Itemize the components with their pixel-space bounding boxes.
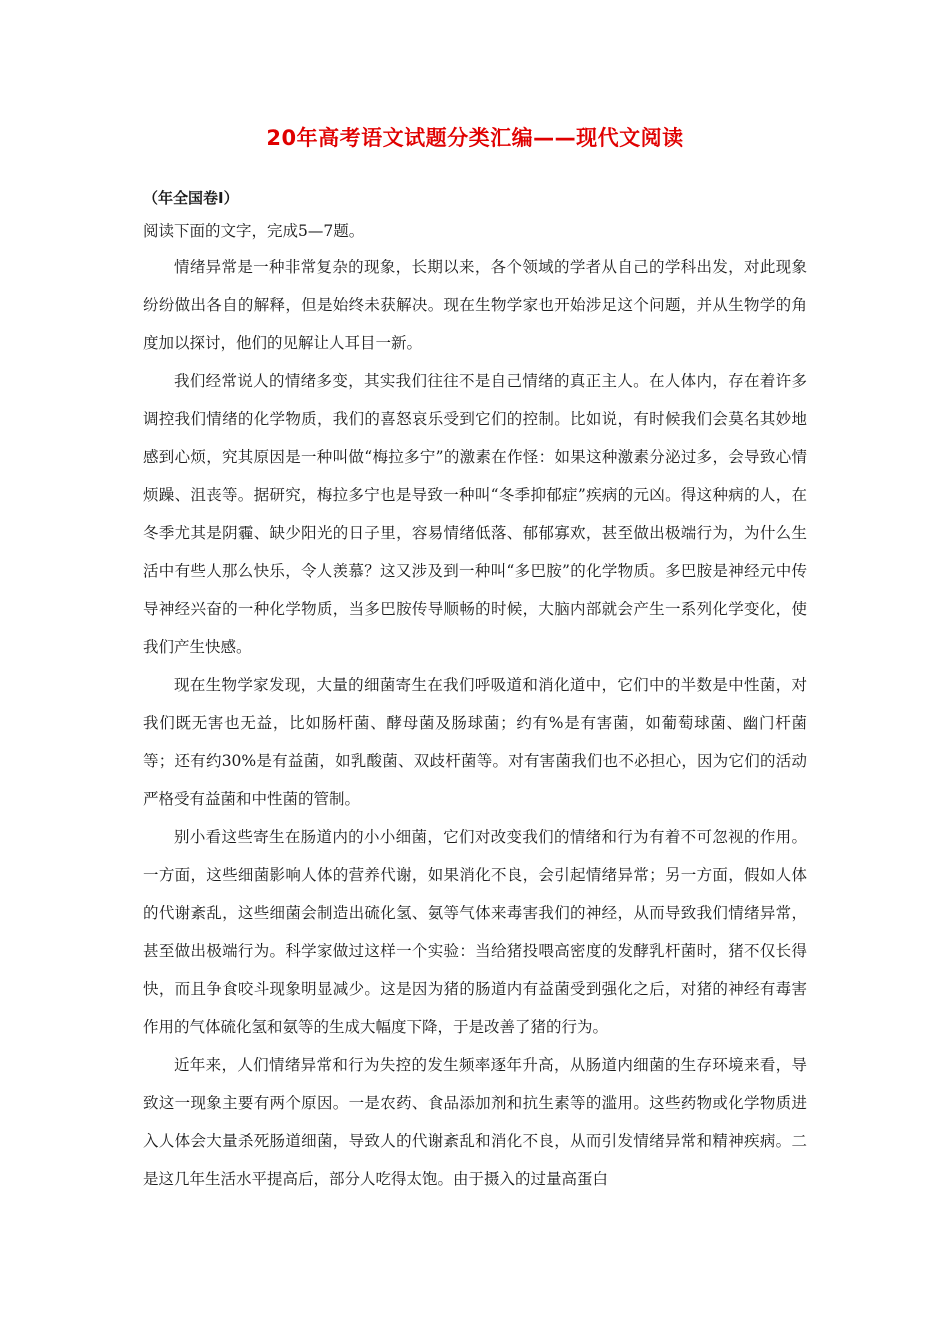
- document-body: [143, 181, 807, 1198]
- paragraph-4: 别小看这些寄生在肠道内的小小细菌，它们对改变我们的情绪和行为有着不可忽视的作用。一方面，这些细菌影响人体的营养代谢，如果消化不良，会引起情绪异常；另一方面，假如人体的代谢紊乱，这些细菌会制造出硫化氢、氨等气体来毒害我们的神经，从而导致我们情绪异常，甚至做出极端行为。科学家做过这样一个实验：当给猪投喂高密度的发酵乳杆菌时，猪不仅长得快，而且争食咬斗现象明显减少。这是因为猪的肠道内有益菌受到强化之后，对猪的神经有毒害作用的气体硫化氢和氨等的生成大幅度下降，于是改善了猪的行为。: [143, 828, 807, 1036]
- paragraph-1: 情绪异常是一种非常复杂的现象，长期以来，各个领域的学者从自己的学科出发，对此现象纷纷做出各自的解释，但是始终未获解决。现在生物学家也开始涉足这个问题，并从生物学的角度加以探讨，他们的见解让人耳目一新。: [143, 258, 807, 352]
- paragraph-3: 现在生物学家发现，大量的细菌寄生在我们呼吸道和消化道中，它们中的半数是中性菌，对我们既无害也无益，比如肠杆菌、酵母菌及肠球菌；约有%是有害菌，如葡萄球菌、幽门杆菌等；还有约30%是有益菌，如乳酸菌、双歧杆菌等。对有害菌我们也不必担心，因为它们的活动严格受有益菌和中性菌的管制。: [143, 676, 807, 808]
- section-heading: （年全国卷Ⅰ）: [143, 189, 239, 207]
- paragraph-2: 我们经常说人的情绪多变，其实我们往往不是自己情绪的真正主人。在人体内，存在着许多调控我们情绪的化学物质，我们的喜怒哀乐受到它们的控制。比如说，有时候我们会莫名其妙地感到心烦，究其原因是一种叫做“梅拉多宁”的激素在作怪：如果这种激素分泌过多，会导致心情烦躁、沮丧等。据研究，梅拉多宁也是导致一种叫“冬季抑郁症”疾病的元凶。得这种病的人，在冬季尤其是阴霾、缺少阳光的日子里，容易情绪低落、郁郁寡欢，甚至做出极端行为，为什么生活中有些人那么快乐，令人羡慕？这又涉及到一种叫“多巴胺”的化学物质。多巴胺是神经元中传导神经兴奋的一种化学物质，当多巴胺传导顺畅的时候，大脑内部就会产生一系列化学变化，使我们产生快感。: [143, 372, 807, 656]
- reading-instruction: 阅读下面的文字，完成5—7题。: [143, 222, 365, 240]
- document-title: 20年高考语文试题分类汇编——现代文阅读: [266, 126, 684, 150]
- paragraph-5: 近年来，人们情绪异常和行为失控的发生频率逐年升高，从肠道内细菌的生存环境来看，导致这一现象主要有两个原因。一是农药、食品添加剂和抗生素等的滥用。这些药物或化学物质进入人体会大量杀死肠道细菌，导致人的代谢紊乱和消化不良，从而引发情绪异常和精神疾病。二是这几年生活水平提高后，部分人吃得太饱。由于摄入的过量高蛋白: [143, 1056, 807, 1188]
